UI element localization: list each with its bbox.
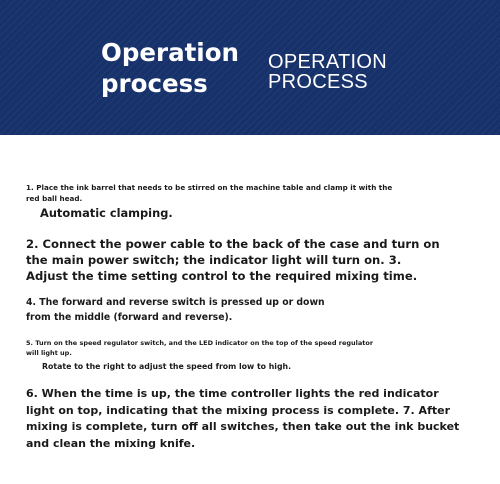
step-4-text <box>26 295 325 325</box>
step-6-line1: 6. When the time is up, the time controller lights the red indicator <box>26 387 439 400</box>
step-5-line2: will light up. <box>26 349 72 357</box>
step-4-line1: 4. The forward and reverse switch is pressed up or down <box>26 297 325 308</box>
section-title-line2: process <box>101 69 208 98</box>
step-5-line1: 5. Turn on the speed regulator switch, and the LED indicator on the top of the speed regulator <box>26 339 374 347</box>
step-2-line2: the main power switch; the indicator light will turn on. 3. <box>26 253 402 267</box>
section-title <box>101 37 239 99</box>
step-5-subtext <box>42 362 291 372</box>
step-1-subtext <box>40 206 173 220</box>
step-5-text <box>26 338 373 358</box>
step-6-line4: and clean the mixing knife. <box>26 436 196 450</box>
step-1-line1: 1. Place the ink barrel that needs to be stirred on the machine table and clamp it with the <box>26 183 393 192</box>
section-title-line1: Operation <box>101 38 239 67</box>
header-banner <box>0 0 500 135</box>
step-1-sub: Automatic clamping. <box>40 206 173 220</box>
section-subtitle-line1: OPERATION <box>268 51 388 73</box>
step-2-line1: 2. Connect the power cable to the back of the case and turn on <box>26 237 440 251</box>
step-2-text <box>26 236 440 284</box>
step-1-text <box>26 182 392 204</box>
step-6-text <box>26 386 459 452</box>
step-5-sub: Rotate to the right to adjust the speed from low to high. <box>42 362 292 371</box>
section-subtitle-line2: PROCESS <box>268 71 368 93</box>
step-6-line2: light on top, indicating that the mixing process is complete. 7. After <box>26 403 450 417</box>
step-6-line3: mixing is complete, turn off all switches, then take out the ink bucket <box>26 420 460 433</box>
step-1-line2: red ball head. <box>26 194 83 203</box>
step-4-line2: from the middle (forward and reverse). <box>26 312 233 323</box>
section-subtitle <box>268 52 387 92</box>
step-2-line3: Adjust the time setting control to the required mixing time. <box>26 269 418 283</box>
